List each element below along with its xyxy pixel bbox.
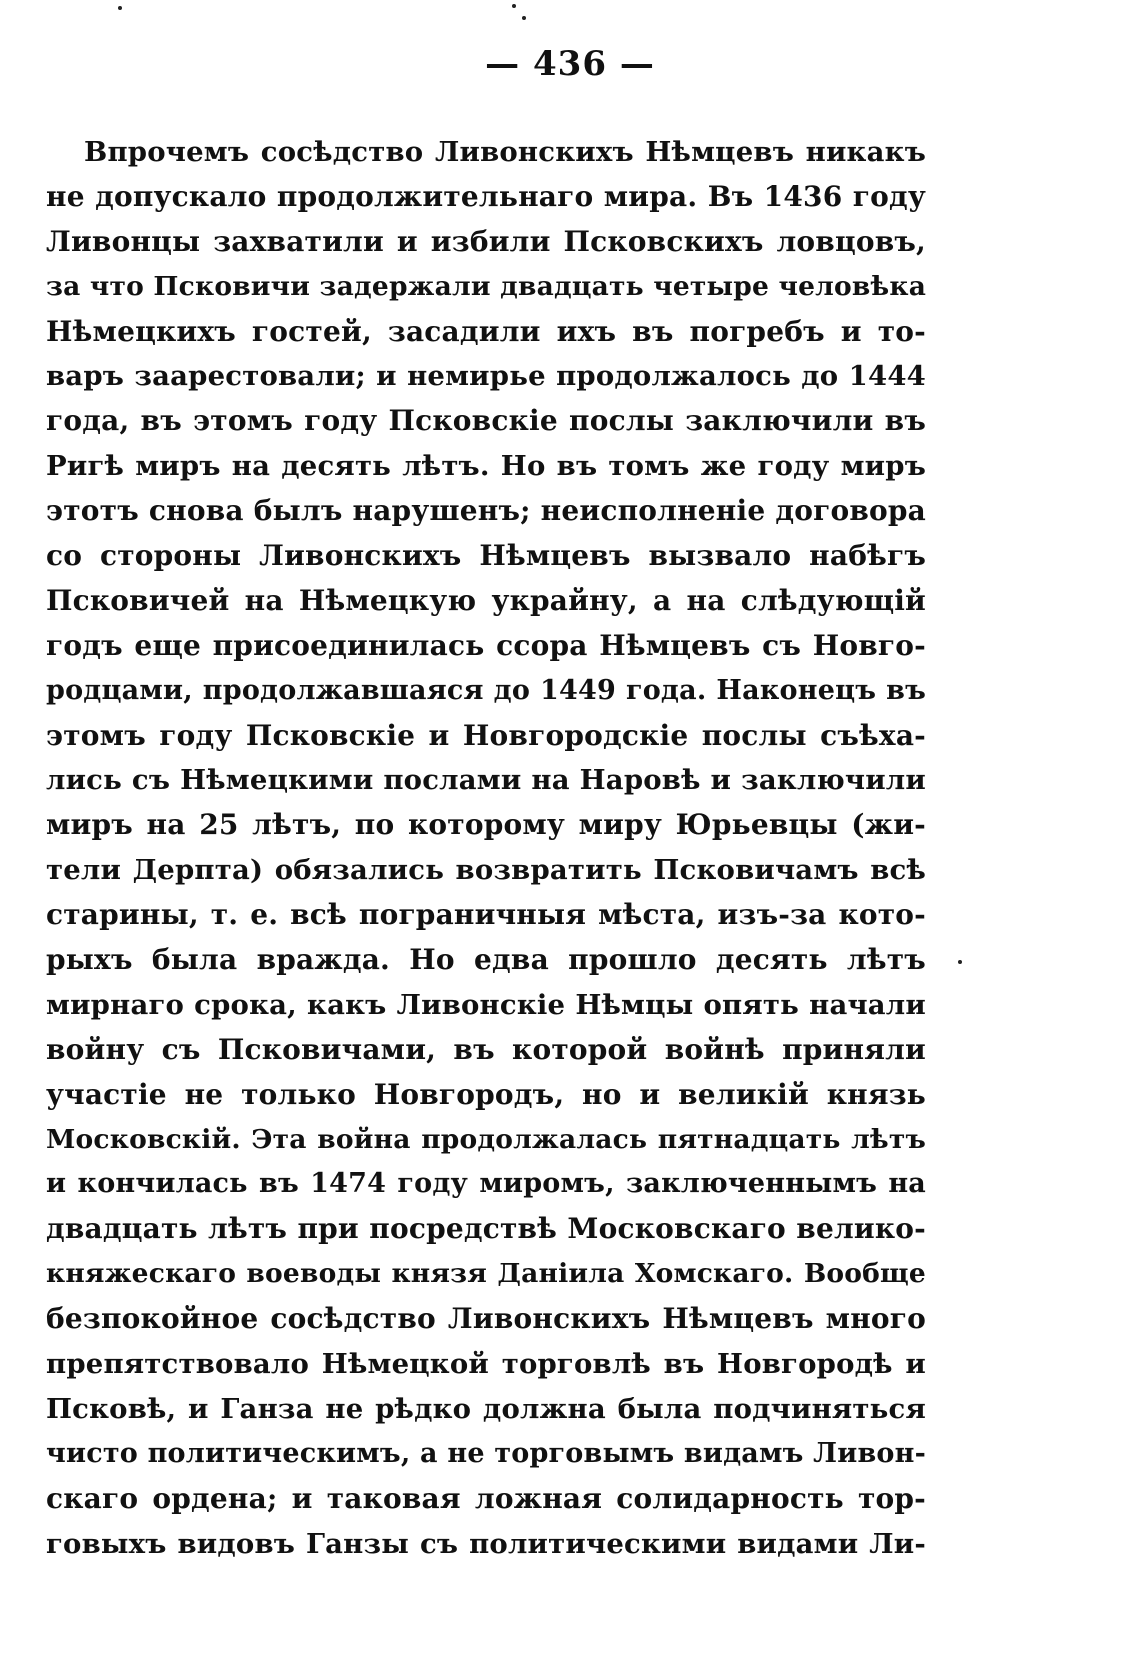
ink-speck xyxy=(512,4,516,8)
text-line: Московскій. Эта война продолжалась пятнадцать лѣтъ xyxy=(46,1123,926,1155)
text-line: годъ еще присоединилась ссора Нѣмцевъ съ Новго- xyxy=(46,628,926,662)
ink-speck xyxy=(958,960,962,964)
text-line: со стороны Ливонскихъ Нѣмцевъ вызвало набѣгъ xyxy=(46,539,926,573)
text-line: Ливонцы захватили и избили Псковскихъ ловцовъ, xyxy=(46,224,926,258)
ink-speck xyxy=(522,16,526,20)
text-line: безпокойное сосѣдство Ливонскихъ Нѣмцевъ много xyxy=(46,1302,926,1336)
text-line: лись съ Нѣмецкими послами на Наровѣ и заключили xyxy=(46,764,926,797)
text-line: старины, т. е. всѣ пограничныя мѣста, изъ-за кото- xyxy=(46,898,926,932)
text-line: участіе не только Новгородъ, но и великій князь xyxy=(46,1077,926,1111)
text-line: Впрочемъ сосѣдство Ливонскихъ Нѣмцевъ никакъ xyxy=(84,136,926,168)
text-line: и кончилась въ 1474 году миромъ, заключеннымъ на xyxy=(46,1168,926,1200)
text-line: чисто политическимъ, а не торговымъ видамъ Ливон- xyxy=(46,1437,926,1469)
text-line: родцами, продолжавшаяся до 1449 года. Наконецъ въ xyxy=(46,674,926,706)
text-line: тели Дерпта) обязались возвратить Псковичамъ всѣ xyxy=(46,854,926,887)
ink-speck xyxy=(118,6,122,10)
body-text xyxy=(46,130,926,1567)
text-line: Ригѣ миръ на десять лѣтъ. Но въ томъ же году миръ xyxy=(46,450,926,483)
text-line: Нѣмецкихъ гостей, засадили ихъ въ погребъ и то- xyxy=(46,314,926,348)
text-line: двадцать лѣтъ при посредствѣ Московскаго велико- xyxy=(46,1212,926,1246)
text-line: говыхъ видовъ Ганзы съ политическими видами Ли- xyxy=(46,1527,926,1560)
text-line: княжескаго воеводы князя Даніила Хомскаго. Вообще xyxy=(46,1258,926,1290)
text-line: Псковѣ, и Ганза не рѣдко должна была подчиняться xyxy=(46,1392,926,1425)
text-line: этомъ году Псковскіе и Новгородскіе послы съѣха- xyxy=(46,718,926,752)
text-line: скаго ордена; и таковая ложная солидарность тор- xyxy=(46,1481,926,1515)
text-line: за что Псковичи задержали двадцать четыре человѣка xyxy=(46,270,927,302)
text-line: рыхъ была вражда. Но едва прошло десять лѣтъ xyxy=(46,943,926,977)
text-line: этотъ снова былъ нарушенъ; неисполненіе договора xyxy=(46,494,926,528)
text-line: мирнаго срока, какъ Ливонскіе Нѣмцы опять начали xyxy=(46,988,926,1021)
text-line: года, въ этомъ году Псковскіе послы заключили въ xyxy=(46,404,926,438)
text-line: варъ заарестовали; и немирье продолжалось до 1444 xyxy=(46,360,926,393)
text-line: миръ на 25 лѣтъ, по которому миру Юрьевцы (жи- xyxy=(46,808,926,842)
text-line: Псковичей на Нѣмецкую украйну, а на слѣдующій xyxy=(46,583,926,617)
text-line: препятствовало Нѣмецкой торговлѣ въ Новгородѣ и xyxy=(46,1348,926,1381)
page-number: — 436 — xyxy=(485,44,655,84)
text-line: не допускало продолжительнаго мира. Въ 1436 году xyxy=(46,179,926,213)
text-line: войну съ Псковичами, въ которой войнѣ приняли xyxy=(46,1032,926,1066)
